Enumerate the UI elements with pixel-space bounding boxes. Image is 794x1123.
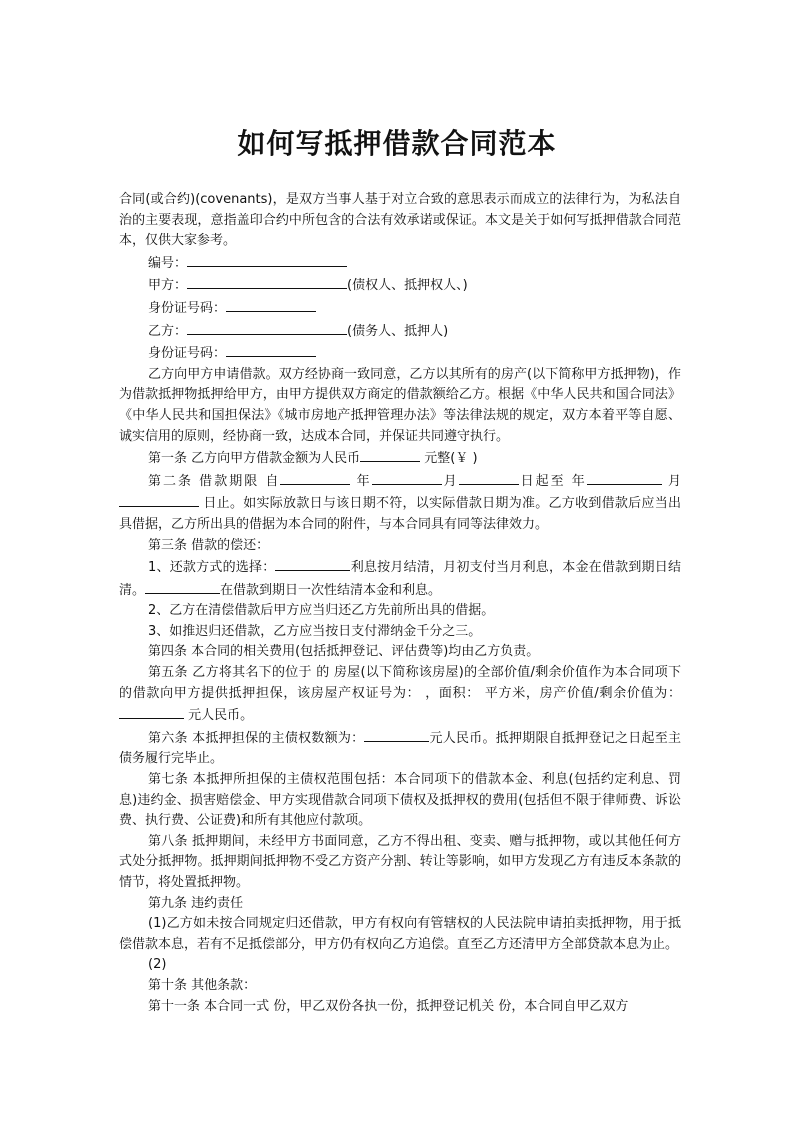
blank-line	[187, 252, 347, 267]
article-9-item-1: (1)乙方如未按合同规定归还借款，甲方有权向有管辖权的人民法院申请拍卖抵押物，用于抵偿借款本息，若有不足抵偿部分，甲方仍有权向乙方追偿。直至乙方还清甲方全部贷款本息为止。	[119, 916, 681, 952]
article-3-item-2: 2、乙方在清偿借款后甲方应当归还乙方先前所出具的借据。	[148, 603, 495, 619]
blank-line	[226, 297, 316, 312]
field-number: 编号：	[119, 252, 681, 275]
blank-line	[275, 556, 350, 571]
blank-line	[187, 320, 347, 335]
article-10: 第十条 其他条款：	[148, 977, 257, 993]
blank-line	[187, 274, 347, 289]
field-party-b: 乙方： (债务人、抵押人)	[119, 320, 681, 343]
article-7: 第七条 本抵押所担保的主债权范围包括：本合同项下的借款本金、利息(包括约定利息、罚息)违约金、损害赔偿金、甲方实现借款合同项下债权及抵押权的费用(包括但不限于律师费、诉讼费、执行费、公证费)和所有其他应付款项。	[119, 772, 681, 829]
article-6: 第六条 本抵押担保的主债权数额为： 元人民币。抵押期限自抵押登记之日起至主债务履行完毕止。	[119, 727, 681, 770]
article-2: 第二条 借款期限 自 年 月 日起至 年 月 日止。如实际放款日与该日期不符，以实际借款日期为准。乙方收到借款后应当出具借据，乙方所出具的借据为本合同的附件，与本合同具有同等法律效力。	[119, 470, 681, 536]
article-4: 第四条 本合同的相关费用(包括抵押登记、评估费等)均由乙方负责。	[148, 644, 540, 660]
article-11: 第十一条 本合同一式 份，甲乙双份各执一份，抵押登记机关 份，本合同自甲乙双方	[148, 998, 629, 1014]
blank-line	[372, 470, 442, 485]
field-id-b: 身份证号码：	[119, 342, 681, 365]
article-9-title: 第九条 违约责任	[148, 895, 244, 911]
blank-line	[119, 704, 184, 719]
article-3-item-3: 3、如推迟归还借款，乙方应当按日支付滞纳金千分之三。	[148, 623, 482, 639]
blank-line	[145, 579, 220, 594]
article-5: 第五条 乙方将其名下的位于 的 房屋(以下简称该房屋)的全部价值/剩余价值作为本合同项下的借款向甲方提供抵押担保，该房屋产权证号为： ，面积： 平方米，房产价值/剩余价值为： 元人民币。	[119, 665, 681, 724]
blank-line	[119, 492, 199, 507]
article-1: 第一条 乙方向甲方借款金额为人民币 元整(￥ )	[119, 447, 681, 470]
blank-line	[459, 470, 519, 485]
article-3-item-1: 1、还款方式的选择： 利息按月结清，月初支付当月利息，本金在借款到期日结清。 在借款到期日一次性结清本金和利息。	[119, 556, 681, 601]
article-9-item-2: (2)	[148, 957, 167, 973]
field-id-a: 身份证号码：	[119, 297, 681, 320]
article-8: 第八条 抵押期间，未经甲方书面同意，乙方不得出租、变卖、赠与抵押物，或以其他任何方式处分抵押物。抵押期间抵押物不受乙方资产分割、转让等影响，如甲方发现乙方有违反本条款的情节，将处置抵押物。	[119, 833, 681, 890]
blank-line	[364, 727, 429, 742]
intro-paragraph: 合同(或合约)(covenants)，是双方当事人基于对立合致的意思表示而成立的法律行为，为私法自治的主要表现，意指盖印合约中所包含的合法有效承诺或保证。本文是关于如何写抵押借款合同范本，仅供大家参考。	[119, 192, 681, 249]
field-party-a: 甲方： (债权人、抵押权人、)	[119, 274, 681, 297]
document-title: 如何写抵押借款合同范本	[237, 127, 557, 160]
blank-line	[226, 342, 316, 357]
blank-line	[360, 447, 420, 462]
article-3-title: 第三条 借款的偿还：	[148, 537, 270, 553]
preamble-paragraph: 乙方向甲方申请借款。双方经协商一致同意，乙方以其所有的房产(以下简称甲方抵押物)，作为借款抵押物抵押给甲方，由甲方提供双方商定的借款额给乙方。根据《中华人民共和国合同法》《中华人民共和国担保法》《城市房地产抵押管理办法》等法律法规的规定，双方本着平等自愿、诚实信用的原则，经协商一致，达成本合同，并保证共同遵守执行。	[119, 366, 681, 444]
blank-line	[587, 470, 662, 485]
document-body	[119, 190, 681, 1017]
blank-line	[280, 470, 350, 485]
